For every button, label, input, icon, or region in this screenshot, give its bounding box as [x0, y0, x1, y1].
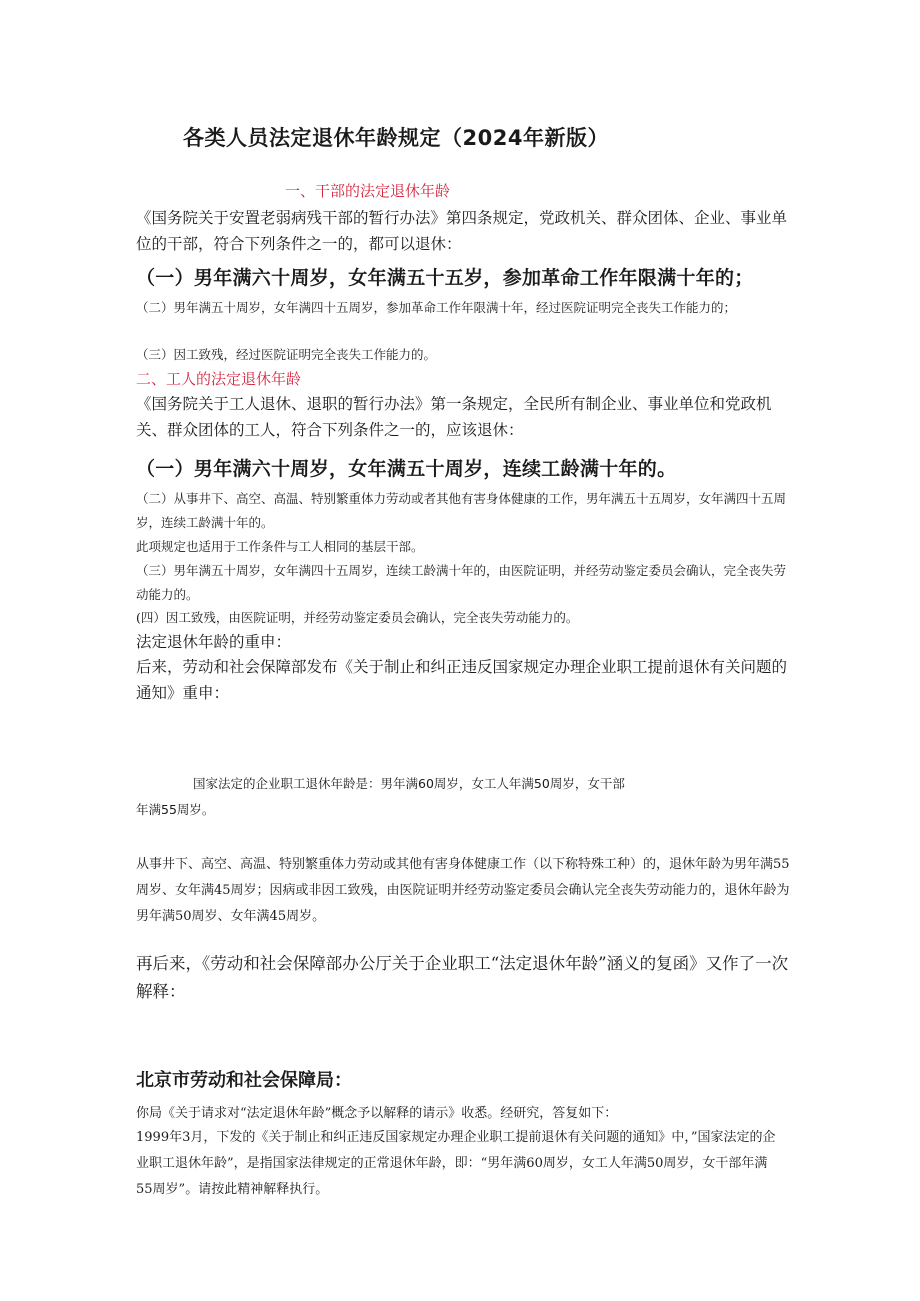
section2-item2: （二）从事井下、高空、高温、特别繁重体力劳动或者其他有害身体健康的工作，男年满五十五周岁，女年满四十五周岁，连续工龄满十年的。 — [136, 491, 787, 530]
later-explanation: 再后来，《劳动和社会保障部办公厅关于企业职工“法定退休年龄”涵义的复函》又作了一次解释： — [136, 954, 789, 1001]
section2-intro: 《国务院关于工人退休、退职的暂行办法》第一条规定，全民所有制企业、事业单位和党政机关、群众团体的工人，符合下列条件之一的，应该退休： — [136, 395, 772, 439]
section1-heading: 一、干部的法定退休年龄 — [285, 182, 451, 200]
section2-heading: 二、工人的法定退休年龄 — [136, 370, 302, 388]
quote-line1: 国家法定的企业职工退休年龄是：男年满60周岁，女工人年满50周岁，女干部 — [193, 776, 625, 791]
letter-body: 1999年3月，下发的《关于制止和纠正违反国家规定办理企业职工提前退休有关问题的通知》中，”国家法定的企业职工退休年龄”，是指国家法律规定的正常退休年龄，即：“男年满60周岁，女工人年满50周岁，女干部年满55周岁”。请按此精神解释执行。 — [136, 1130, 776, 1197]
letter-addressee: 北京市劳动和社会保障局： — [136, 1070, 352, 1091]
special-work-paragraph: 从事井下、高空、高温、特别繁重体力劳动或其他有害身体健康工作（以下称特殊工种）的，退休年龄为男年满55周岁、女年满45周岁；因病或非因工致残，由医院证明并经劳动鉴定委员会确认完全丧失劳动能力的，退休年龄为男年满50周岁、女年满45周岁。 — [136, 857, 790, 924]
reiteration-label: 法定退休年龄的重申： — [136, 633, 292, 651]
document-title: 各类人员法定退休年龄规定（2024年新版） — [183, 126, 609, 150]
section1-intro: 《国务院关于安置老弱病残干部的暂行办法》第四条规定，党政机关、群众团体、企业、事业单位的干部，符合下列条件之一的，都可以退休： — [136, 209, 788, 253]
section1-item3: （三）因工致残，经过医院证明完全丧失工作能力的。 — [136, 347, 437, 362]
section1-item2: （二）男年满五十周岁，女年满四十五周岁，参加革命工作年限满十年，经过医院证明完全丧失工作能力的； — [136, 300, 737, 315]
section2-item1: （一）男年满六十周岁，女年满五十周岁，连续工龄满十年的。 — [136, 458, 677, 480]
section2-item2-note: 此项规定也适用于工作条件与工人相同的基层干部。 — [136, 539, 424, 554]
section2-item4: (四）因工致残，由医院证明，并经劳动鉴定委员会确认，完全丧失劳动能力的。 — [136, 610, 579, 625]
section2-item3: （三）男年满五十周岁，女年满四十五周岁，连续工龄满十年的，由医院证明，并经劳动鉴定委员会确认，完全丧失劳动能力的。 — [136, 563, 787, 602]
reiteration-intro: 后来，劳动和社会保障部发布《关于制止和纠正违反国家规定办理企业职工提前退休有关问题的通知》重申： — [136, 658, 788, 702]
section1-item1: （一）男年满六十周岁，女年满五十五岁，参加革命工作年限满十年的； — [136, 267, 754, 289]
quote-line2: 年满55周岁。 — [136, 802, 215, 817]
letter-line1: 你局《关于请求对“法定退休年龄”概念予以解释的请示》收悉。经研究，答复如下： — [136, 1106, 618, 1121]
